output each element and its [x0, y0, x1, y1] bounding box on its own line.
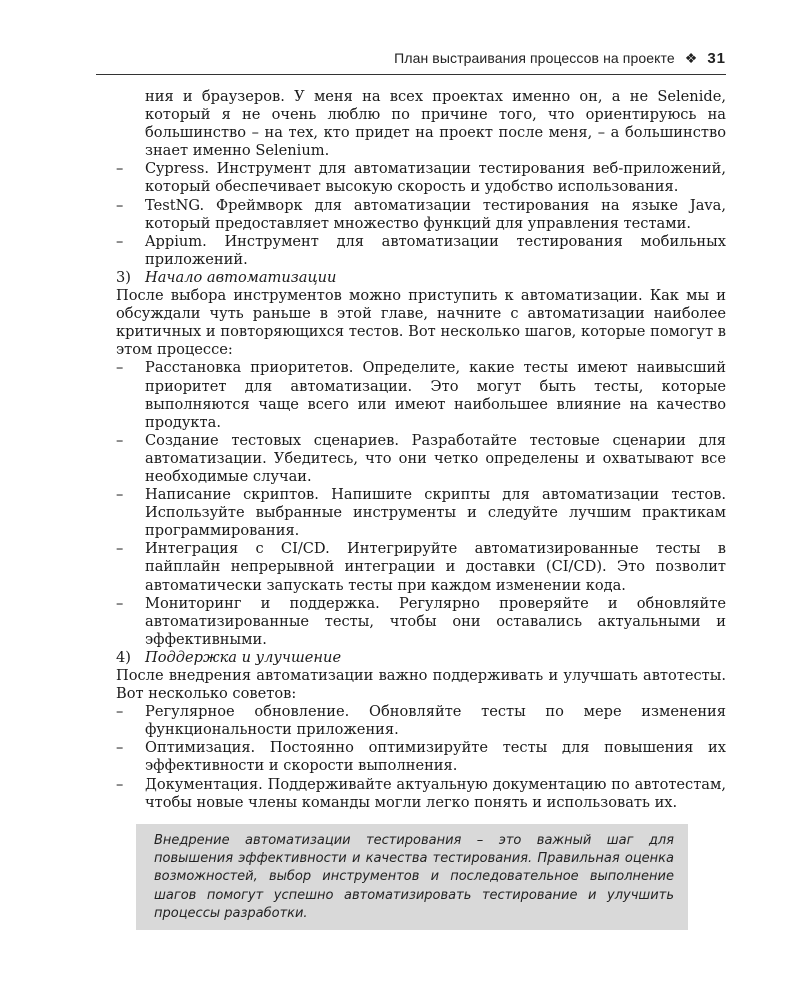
list-item-text: Документация. Поддерживайте актуальную документацию по автотестам, чтобы новые члены команды могли легко понять и использовать их.: [145, 775, 726, 811]
section-3-paragraph: После выбора инструментов можно приступить к автоматизации. Как мы и обсуждали чуть раньше в этой главе, начните с автоматизации наиболее критичных и повторяющихся тестов. Вот несколько шагов, которые помогут в этом процессе:: [116, 287, 726, 359]
list-item: [116, 540, 726, 594]
list-item-text: Регулярное обновление. Обновляйте тесты по мере изменения функциональности приложения.: [145, 703, 726, 739]
list-item: [116, 160, 726, 196]
bullet-dash: –: [116, 160, 124, 178]
bullet-dash: –: [116, 540, 124, 558]
bullet-dash: –: [116, 431, 124, 449]
bullet-dash: –: [116, 703, 124, 721]
running-header: [96, 50, 726, 74]
list-item: [116, 703, 726, 739]
tools-list: [116, 160, 726, 269]
list-item: [116, 359, 726, 431]
section-4-heading: [116, 649, 726, 667]
bullet-dash: –: [116, 775, 124, 793]
bullet-dash: –: [116, 196, 124, 214]
section-title: Поддержка и улучшение: [145, 648, 342, 666]
intro-continuation: ния и браузеров. У меня на всех проектах именно он, а не Selenide, который я не очень люблю по причине того, что ориентируюсь на большинство – на тех, кто придет на проект после меня, – а большинство знает именно Selenium.: [145, 88, 726, 160]
running-header-title: План выстраивания процессов на проекте: [394, 50, 675, 66]
list-item: [116, 776, 726, 812]
list-item-text: Написание скриптов. Напишите скрипты для автоматизации тестов. Используйте выбранные инструменты и следуйте лучшим практикам программирования.: [145, 486, 726, 540]
section-number: 4): [116, 648, 131, 666]
list-item-text: Cypress. Инструмент для автоматизации тестирования веб-приложений, который обеспечивает высокую скорость и удобство использования.: [145, 160, 726, 196]
section-title: Начало автоматизации: [145, 268, 337, 286]
list-item-text: Мониторинг и поддержка. Регулярно проверяйте и обновляйте автоматизированные тесты, чтобы они оставались актуальными и эффективными.: [145, 594, 726, 648]
list-item-text: Оптимизация. Постоянно оптимизируйте тесты для повышения их эффективности и скорости выполнения.: [145, 739, 726, 775]
list-item-text: Создание тестовых сценариев. Разработайте тестовые сценарии для автоматизации. Убедитесь, что они четко определены и охватывают все необходимые случаи.: [145, 431, 726, 485]
bullet-dash: –: [116, 232, 124, 250]
section-4-paragraph: После внедрения автоматизации важно поддерживать и улучшать автотесты. Вот несколько советов:: [116, 667, 726, 703]
list-item: [116, 486, 726, 540]
section-number: 3): [116, 268, 131, 286]
bullet-dash: –: [116, 594, 124, 612]
list-item: [116, 595, 726, 649]
main-text: [116, 88, 726, 812]
bullet-dash: –: [116, 486, 124, 504]
four-diamond-ornament-icon: ❖: [684, 50, 698, 66]
summary-note-text: Внедрение автоматизации тестирования – это важный шаг для повышения эффективности и качества тестирования. Правильная оценка возможностей, выбор инструментов и последовательное выполнение шагов помогут успешно автоматизировать тестирование и улучшить процессы разработки.: [154, 833, 674, 921]
list-item-text: Appium. Инструмент для автоматизации тестирования мобильных приложений.: [145, 232, 726, 268]
section-4-list: [116, 703, 726, 812]
list-item: [116, 233, 726, 269]
summary-note-box: [136, 824, 688, 930]
list-item: [116, 432, 726, 486]
list-item-text: Интеграция с CI/CD. Интегрируйте автоматизированные тесты в пайплайн непрерывной интеграции и доставки (CI/CD). Это позволит автоматически запускать тесты при каждом изменении кода.: [145, 540, 726, 594]
list-item-text: Расстановка приоритетов. Определите, какие тесты имеют наивысший приоритет для автоматизации. Это могут быть тесты, которые выполняются чаще всего или имеют наибольшее влияние на качество продукта.: [145, 359, 726, 431]
bullet-dash: –: [116, 739, 124, 757]
section-3-list: [116, 359, 726, 649]
list-item-text: TestNG. Фреймворк для автоматизации тестирования на языке Java, который предоставляет множество функций для управления тестами.: [145, 196, 726, 232]
header-rule: [96, 74, 726, 75]
section-3-heading: [116, 269, 726, 287]
list-item: [116, 739, 726, 775]
bullet-dash: –: [116, 359, 124, 377]
page-number: 31: [707, 50, 726, 67]
list-item: [116, 197, 726, 233]
